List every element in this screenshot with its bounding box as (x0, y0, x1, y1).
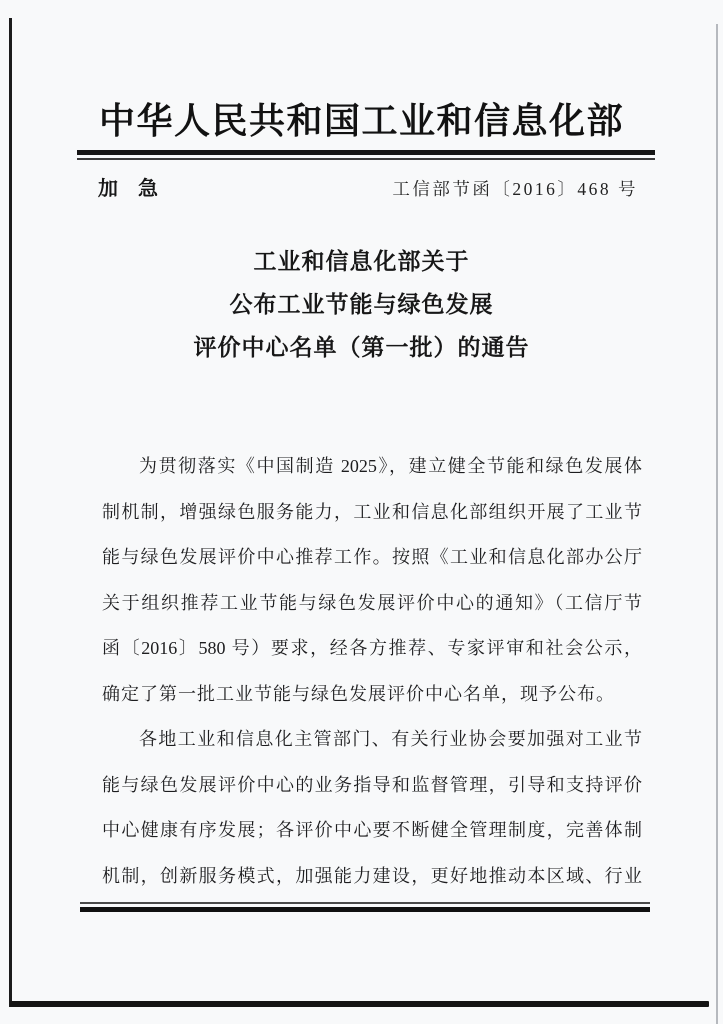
body-line: 为贯彻落实《中国制造 2025》，建立健全节能和绿色发展体 (139, 456, 642, 476)
footer-rule (80, 902, 650, 912)
footer-rule-thick-line (80, 907, 650, 912)
letterhead-rule-thick-line (77, 150, 655, 155)
body-line: 中心健康有序发展；各评价中心要不断健全管理制度，完善体制 (102, 820, 642, 840)
document-meta-row (98, 172, 638, 201)
notice-title (0, 240, 723, 369)
body-line: 确定了第一批工业节能与绿色发展评价中心名单，现予公布。 (102, 683, 615, 704)
letterhead-rule (77, 150, 655, 160)
scan-left-edge (9, 18, 12, 1007)
urgency-label: 加 急 (98, 178, 158, 200)
letterhead-rule-thin-line (77, 158, 655, 160)
body-line: 关于组织推荐工业节能与绿色发展评价中心的通知》（工信厅节 (102, 592, 642, 613)
letterhead-org-name: 中华人民共和国工业和信息化部 (98, 101, 624, 141)
notice-title-line-1: 工业和信息化部关于 (253, 249, 470, 274)
footer-rule-thin-line (80, 902, 650, 904)
body-line: 函〔2016〕580 号）要求，经各方推荐、专家评审和社会公示， (102, 638, 642, 658)
notice-title-line-3: 评价中心名单（第一批）的通告 (193, 335, 530, 360)
document-number: 工信部节函〔2016〕468 号 (392, 179, 638, 199)
body-line: 能与绿色发展评价中心的业务指导和监督管理，引导和支持评价 (102, 774, 642, 795)
body-line: 制机制，增强绿色服务能力，工业和信息化部组织开展了工业节 (102, 501, 642, 522)
notice-body (102, 444, 642, 899)
scan-bottom-edge (10, 1001, 709, 1007)
scan-right-edge (716, 24, 718, 1024)
body-line: 各地工业和信息化主管部门、有关行业协会要加强对工业节 (139, 729, 642, 749)
notice-title-line-2: 公布工业节能与绿色发展 (229, 292, 494, 317)
body-line: 机制，创新服务模式，加强能力建设，更好地推动本区域、行业 (102, 865, 642, 886)
body-line: 能与绿色发展评价中心推荐工作。按照《工业和信息化部办公厅 (102, 547, 642, 567)
